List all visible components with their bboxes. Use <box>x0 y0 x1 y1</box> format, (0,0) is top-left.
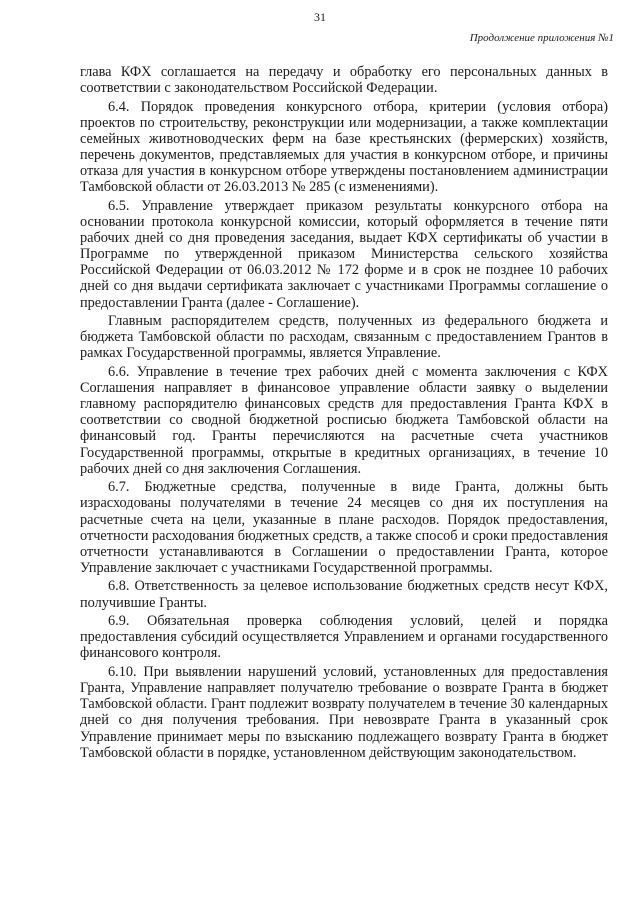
paragraph-6-8: 6.8. Ответственность за целевое использование бюджетных средств несут КФХ, получившие Гранты. <box>80 578 608 611</box>
paragraph-continuation: глава КФХ соглашается на передачу и обработку его персональных данных в соответствии с законодательством Российской Федерации. <box>80 64 608 97</box>
running-header: Продолжение приложения №1 <box>469 32 614 44</box>
paragraph-6-6: 6.6. Управление в течение трех рабочих дней с момента заключения с КФХ Соглашения направляет в финансовое управление области заявку о выделении главному распорядителю финансовых средств для предоставления Гранта КФХ в соответствии со сводной бюджетной росписью бюджета Тамбовской области на финансовый год. Гранты перечисляются на расчетные счета участников Государственной программы, открытые в кредитных организациях, в течение 10 рабочих дней со дня заключения Соглашения. <box>80 364 608 477</box>
paragraph-6-5: 6.5. Управление утверждает приказом результаты конкурсного отбора на основании протокола конкурсной комиссии, который оформляется в течение пяти рабочих дней со дня проведения заседания, выдает КФХ сертификаты об участии в Программе по утвержденной приказом Министерства сельского хозяйства Российской Федерации от 06.03.2012 № 172 форме и в срок не позднее 10 рабочих дней со дня выдачи сертификата заключает с участниками Программы соглашение о предоставлении Гранта (далее - Соглашение). <box>80 197 608 311</box>
paragraph-main-administrator: Главным распорядителем средств, полученных из федерального бюджета и бюджета Тамбовской области по расходам, связанным с предоставлением Грантов в рамках Государственной программы, является Управление. <box>80 313 608 362</box>
document-body <box>80 64 608 763</box>
paragraph-6-9: 6.9. Обязательная проверка соблюдения условий, целей и порядка предоставления субсидий осуществляется Управлением и органами государственного финансового контроля. <box>80 613 608 662</box>
paragraph-6-10: 6.10. При выявлении нарушений условий, установленных для предоставления Гранта, Управление направляет получателю требование о возврате Гранта в бюджет Тамбовской области. Грант подлежит возврату получателем в течение 30 календарных дней со дня получения требования. При невозврате Гранта в указанный срок Управление принимает меры по взысканию подлежащего возврату Гранта в бюджет Тамбовской области в порядке, установленном действующим законодательством. <box>80 664 608 761</box>
paragraph-6-4: 6.4. Порядок проведения конкурсного отбора, критерии (условия отбора) проектов по строительству, реконструкции или модернизации, а также комплектации семейных животноводческих ферм на базе крестьянских (фермерских) хозяйств, перечень документов, представляемых для участия в конкурсном отборе, и причины отказа для участия в конкурсном отборе утверждены постановлением администрации Тамбовской области от 26.03.2013 № 285 (с изменениями). <box>80 98 608 196</box>
page-number: 31 <box>314 10 326 24</box>
paragraph-6-7: 6.7. Бюджетные средства, полученные в виде Гранта, должны быть израсходованы получателями в течение 24 месяцев со дня их поступления на расчетные счета на цели, указанные в плане расходов. Порядок предоставления, отчетности расходования бюджетных средств, а также способ и сроки предоставления отчетности устанавливаются в Соглашении о предоставлении Гранта, которое Управление заключает с участниками Государственной программы. <box>80 479 608 576</box>
